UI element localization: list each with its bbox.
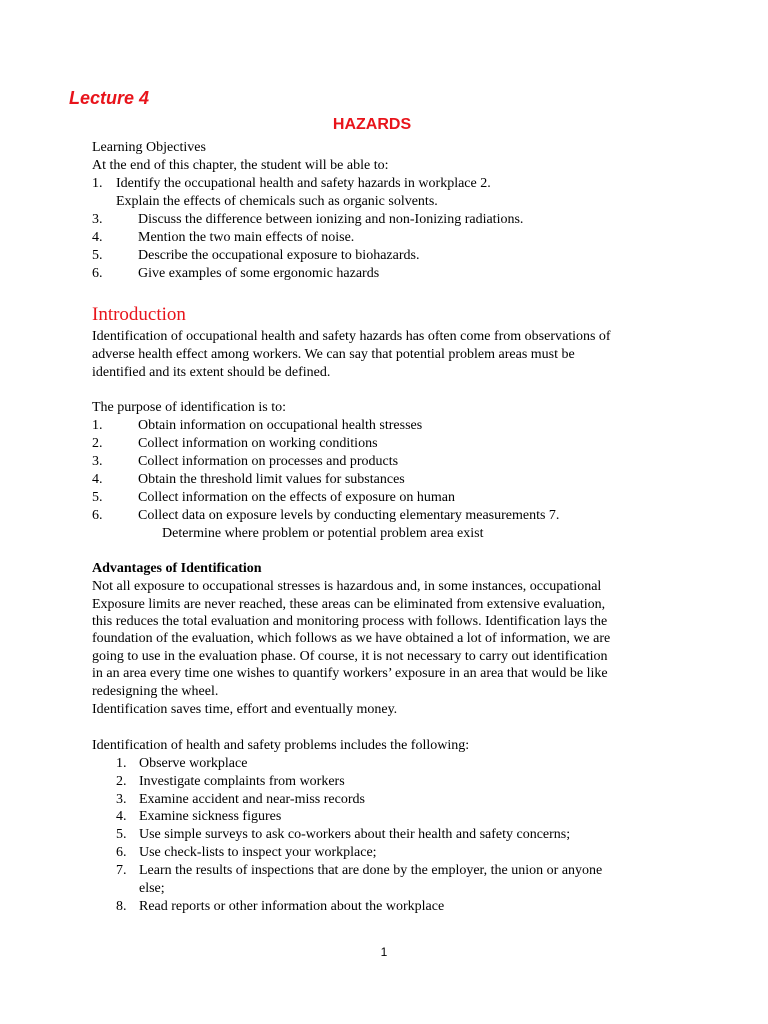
list-item-text: Examine accident and near-miss records (139, 792, 365, 807)
list-item-number: 1. (92, 418, 103, 433)
list-item-text: Mention the two main effects of noise. (138, 230, 355, 245)
list-item-number: 6. (92, 508, 103, 523)
includes-intro: Identification of health and safety problems includes the following: (92, 738, 470, 753)
list-item-text: Collect information on processes and products (138, 454, 399, 469)
list-item-text: Use check-lists to inspect your workplace; (139, 845, 377, 860)
advantages-paragraph-line: foundation of the evaluation, which follows as we have obtained a lot of information, we are (92, 631, 611, 646)
list-item-number: 5. (116, 827, 127, 842)
list-item-number: 6. (92, 266, 103, 281)
page-title: HAZARDS (332, 116, 412, 133)
list-item-text: Obtain information on occupational health stresses (138, 418, 423, 433)
list-item-number: 4. (92, 472, 103, 487)
list-item-text: Use simple surveys to ask co-workers about their health and safety concerns; (139, 827, 571, 842)
advantages-paragraph-line: in an area every time one wishes to quantify workers’ exposure in an area that would be like (92, 666, 608, 681)
list-item-number: 3. (92, 454, 103, 469)
list-item-text: Learn the results of inspections that are done by the employer, the union or anyone (139, 863, 603, 878)
list-item-text: Determine where problem or potential problem area exist (162, 526, 484, 541)
list-item-text: Examine sickness figures (139, 809, 282, 824)
advantages-paragraph-line: going to use in the evaluation phase. Of course, it is not necessary to carry out identification (92, 649, 608, 664)
purpose-intro: The purpose of identification is to: (92, 400, 287, 415)
list-item-number: 8. (116, 899, 127, 914)
list-item-number: 5. (92, 490, 103, 505)
list-item-text: Discuss the difference between ionizing and non-Ionizing radiations. (138, 212, 524, 227)
page-number: 1 (380, 945, 388, 959)
list-item-number: 4. (92, 230, 103, 245)
list-item-text: Obtain the threshold limit values for substances (138, 472, 405, 487)
list-item-number: 2. (116, 774, 127, 789)
list-item-number: 1. (92, 176, 103, 191)
introduction-heading: Introduction (92, 304, 186, 325)
list-item-number: 7. (116, 863, 127, 878)
list-item-text: Collect information on the effects of exposure on human (138, 490, 455, 505)
list-item-text: Observe workplace (139, 756, 248, 771)
advantages-paragraph-line: Not all exposure to occupational stresses is hazardous and, in some instances, occupational (92, 579, 602, 594)
objectives-intro: At the end of this chapter, the student will be able to: (92, 158, 389, 173)
list-item-number: 1. (116, 756, 127, 771)
list-item-number: 3. (116, 792, 127, 807)
objectives-heading: Learning Objectives (92, 140, 206, 155)
advantages-paragraph-line: Exposure limits are never reached, these areas can be eliminated from extensive evaluation, (92, 597, 606, 612)
list-item-text: Investigate complaints from workers (139, 774, 345, 789)
list-item-number: 6. (116, 845, 127, 860)
list-item-number: 3. (92, 212, 103, 227)
lecture-label: Lecture 4 (69, 88, 150, 108)
list-item-text: Collect data on exposure levels by conducting elementary measurements 7. (138, 508, 560, 523)
list-item-text: Describe the occupational exposure to biohazards. (138, 248, 420, 263)
list-item-text: else; (139, 881, 165, 896)
list-item-text: Give examples of some ergonomic hazards (138, 266, 380, 281)
list-item-text: Collect information on working conditions (138, 436, 378, 451)
list-item-number: 5. (92, 248, 103, 263)
advantages-paragraph-line: redesigning the wheel. (92, 684, 219, 699)
intro-paragraph-line: Identification of occupational health and safety hazards has often come from observations of (92, 329, 611, 344)
intro-paragraph-line: adverse health effect among workers. We can say that potential problem areas must be (92, 347, 575, 362)
list-item-text: Identify the occupational health and safety hazards in workplace 2. (116, 176, 491, 191)
list-item-text: Read reports or other information about the workplace (139, 899, 445, 914)
list-item-number: 4. (116, 809, 127, 824)
list-item-number: 2. (92, 436, 103, 451)
advantages-heading: Advantages of Identification (92, 561, 262, 576)
advantages-paragraph-line: Identification saves time, effort and eventually money. (92, 702, 398, 717)
list-item-text: Explain the effects of chemicals such as organic solvents. (116, 194, 438, 209)
intro-paragraph-line: identified and its extent should be defined. (92, 365, 331, 380)
advantages-paragraph-line: this reduces the total evaluation and monitoring process with follows. Identification lays the (92, 614, 608, 629)
